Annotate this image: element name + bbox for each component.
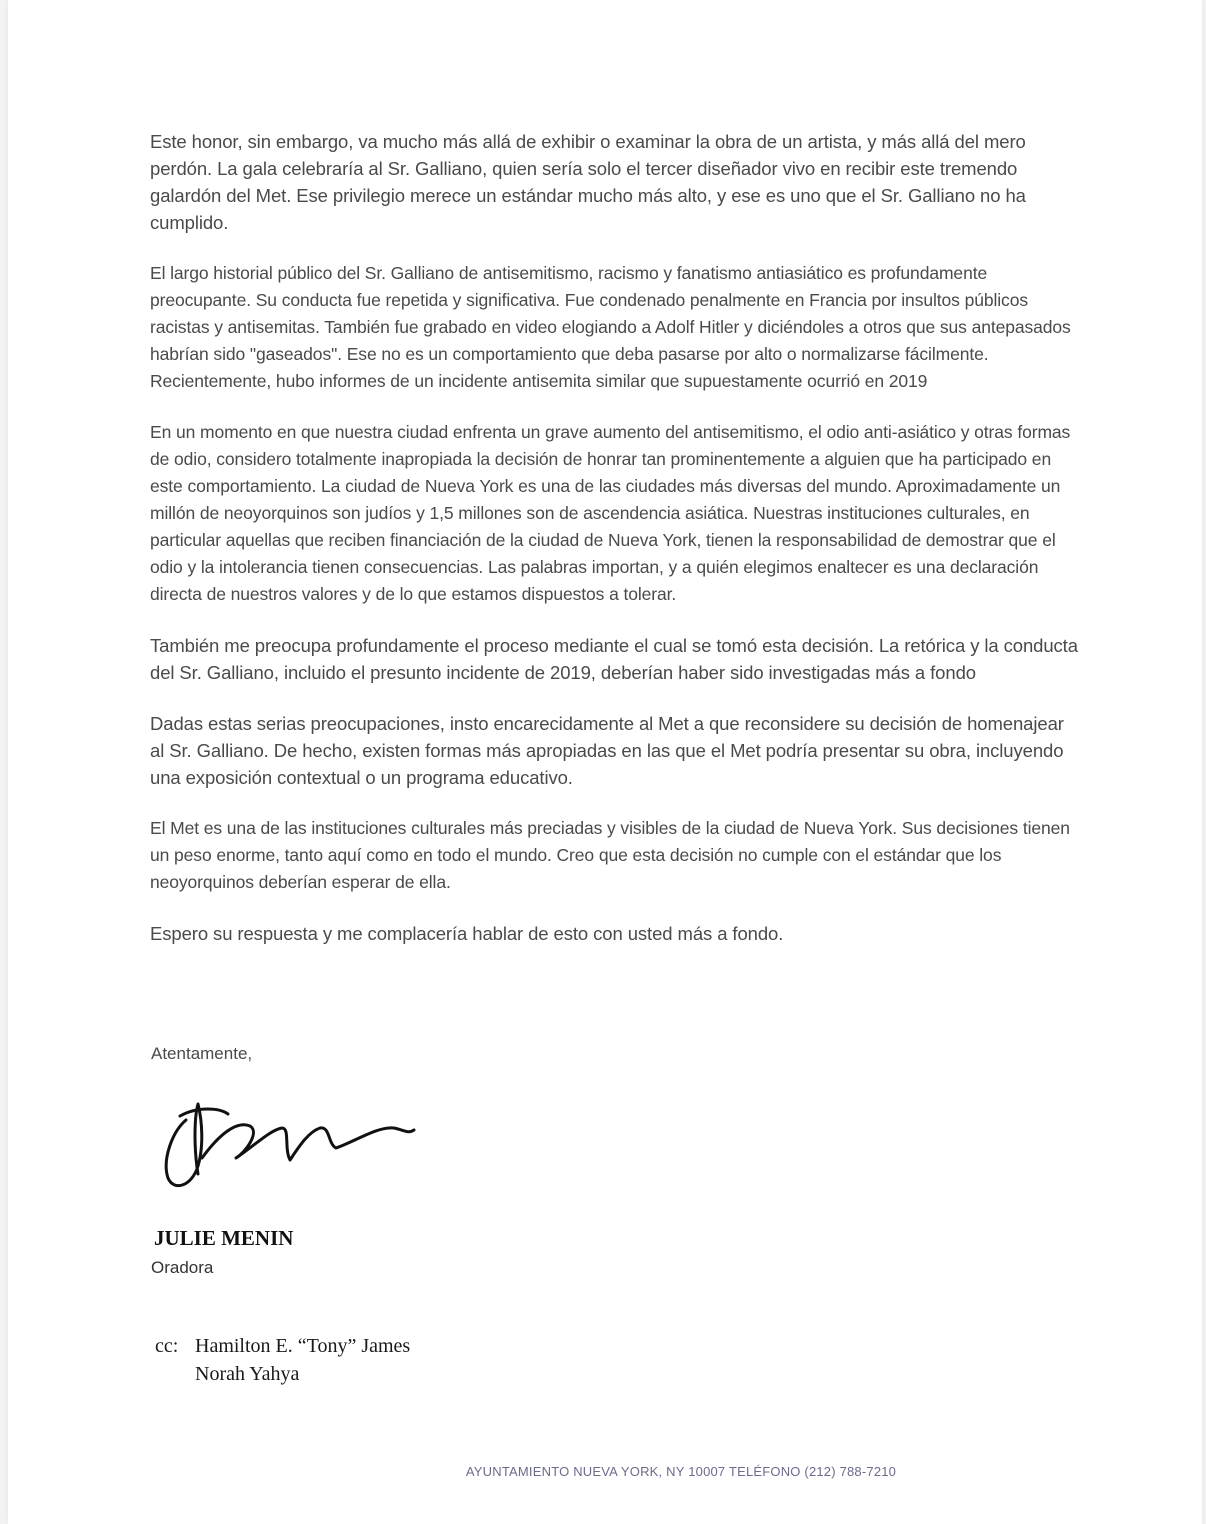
cc-list bbox=[155, 1332, 410, 1388]
letterhead-footer bbox=[8, 1464, 1206, 1479]
cc-recipient: Norah Yahya bbox=[195, 1363, 300, 1385]
paragraph-process: También me preocupa profundamente el proceso mediante el cual se tomó esta decisión. La retórica y la conducta del Sr. Galliano, incluido el presunto incidente de 2019, deberían haber sido investigadas más a fondo bbox=[150, 635, 1078, 683]
closing-salutation: Atentamente, bbox=[151, 1044, 253, 1063]
paragraph-response: Espero su respuesta y me complacería hablar de esto con usted más a fondo. bbox=[150, 923, 784, 944]
paragraph-met: El Met es una de las instituciones culturales más preciadas y visibles de la ciudad de Nueva York. Sus decisiones tienen un peso enorme, tanto aquí como en todo el mundo. Creo que esta decisión no cumple con el estándar que los neoyorquinos deberían esperar de ella. bbox=[150, 818, 1070, 892]
paragraph-city: En un momento en que nuestra ciudad enfrenta un grave aumento del antisemitismo, el odio anti-asiático y otras formas de odio, considero totalmente inapropiada la decisión de honrar tan prominentemente a alguien que ha participado en este comportamiento. La ciudad de Nueva York es una de las ciudades más diversas del mundo. Aproximadamente un millón de neoyorquinos son judíos y 1,5 millones son de ascendencia asiática. Nuestras instituciones culturales, en particular aquellas que reciben financiación de la ciudad de Nueva York, tienen la responsabilidad de demostrar que el odio y la intolerancia tienen consecuencias. Las palabras importan, y a quién elegimos enaltecer es una declaración directa de nuestros valores y de lo que estamos dispuestos a tolerar. bbox=[150, 422, 1071, 604]
paragraph-honor: Este honor, sin embargo, va mucho más allá de exhibir o examinar la obra de un artista, y más allá del mero perdón. La gala celebraría al Sr. Galliano, quien sería solo el tercer diseñador vivo en recibir este tremendo galardón del Met. Ese privilegio merece un estándar mucho más alto, y ese es uno que el Sr. Galliano no ha cumplido. bbox=[150, 131, 1026, 233]
letter-page bbox=[8, 0, 1202, 1524]
handwritten-signature bbox=[158, 1090, 428, 1200]
signer-title: Oradora bbox=[151, 1258, 214, 1277]
paragraph-reconsider: Dadas estas serias preocupaciones, insto encarecidamente al Met a que reconsidere su decisión de homenajear al Sr. Galliano. De hecho, existen formas más apropiadas en las que el Met podría presentar su obra, incluyendo una exposición contextual o un programa educativo. bbox=[150, 713, 1064, 788]
signer-name: JULIE MENIN bbox=[154, 1226, 294, 1250]
cc-recipient: Hamilton E. “Tony” James bbox=[195, 1335, 411, 1357]
paragraph-history: El largo historial público del Sr. Galliano de antisemitismo, racismo y fanatismo antiasiático es profundamente preocupante. Su conducta fue repetida y significativa. Fue condenado penalmente en Francia por insultos públicos racistas y antisemitas. También fue grabado en video elogiando a Adolf Hitler y diciéndoles a otros que sus antepasados habrían sido "gaseados". Ese no es un comportamiento que deba pasarse por alto o normalizarse fácilmente. Recientemente, hubo informes de un incidente antisemita similar que supuestamente ocurrió en 2019 bbox=[150, 263, 1071, 391]
footer-address: AYUNTAMIENTO NUEVA YORK, NY 10007 TELÉFONO (212) 788-7210 bbox=[465, 1464, 897, 1479]
cc-row bbox=[155, 1332, 410, 1360]
letter-body bbox=[150, 128, 1080, 971]
cc-row bbox=[155, 1360, 410, 1388]
cc-label: cc: bbox=[155, 1335, 179, 1357]
